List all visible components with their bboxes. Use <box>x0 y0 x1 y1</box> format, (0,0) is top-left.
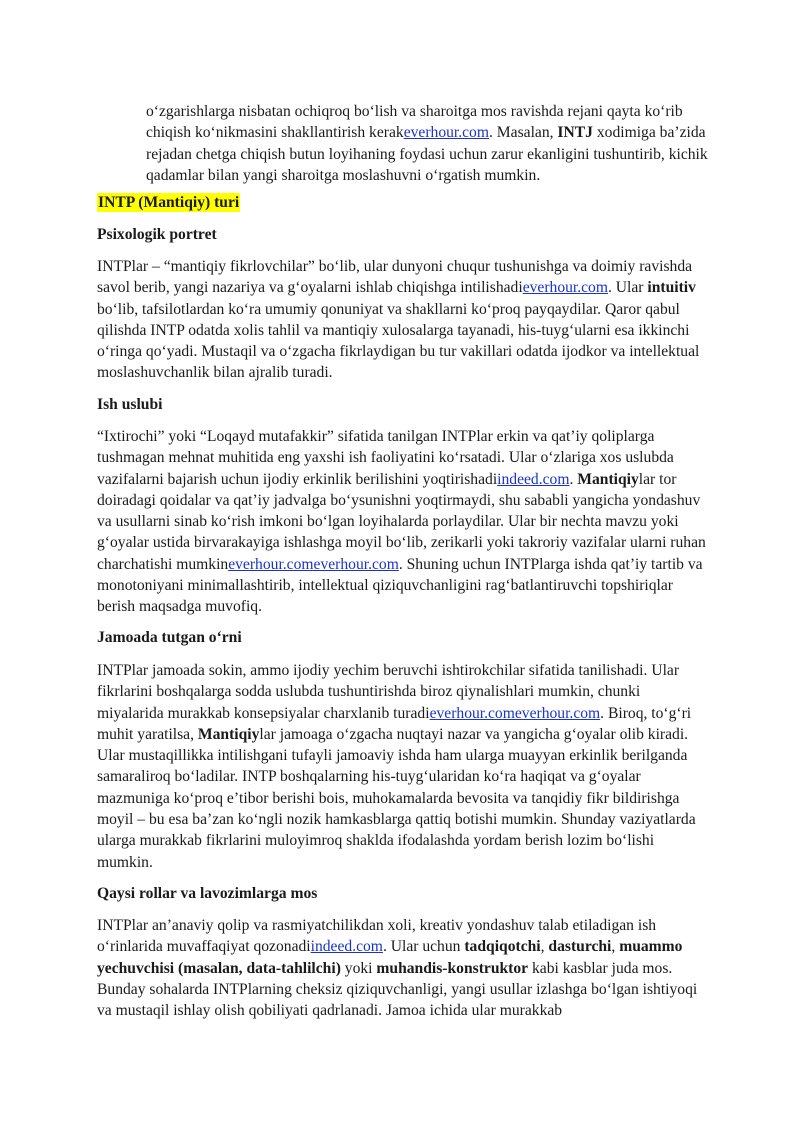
source-link[interactable]: everhour.comeverhour.com <box>429 704 601 722</box>
intro-paragraph <box>146 101 709 186</box>
heading-team: Jamoada tutgan oʻrni <box>97 629 242 646</box>
roles-paragraph <box>97 915 709 1021</box>
source-link[interactable]: everhour.com <box>522 279 608 297</box>
text-run: INTPlar anʼanaviy qolip va rasmiyatchilikdan xoli, kreativ yondashuv talab etiladigan ish oʻrinlarida muvaffaqiyat qozonadi <box>97 917 657 956</box>
portrait-paragraph <box>97 256 709 384</box>
source-link[interactable]: everhour.comeverhour.com <box>228 555 399 573</box>
source-link[interactable]: indeed.com <box>310 938 383 956</box>
text-run: boʻlib, tafsilotlardan koʻra umumiy qonuniyat va shakllarni koʻproq payqaydilar. Qaror qabul qilishda INTP odatda xolis tahlil va mantiqiy xulosalarga tayanadi, his-tuygʻularni esa ikkinchi oʻringa qoʻyadi. Mustaqil va oʻzgacha fikrlaydigan bu tur vakillari odatda ijodkor va intellektual moslashuvchanlik bilan ajralib turadi. <box>97 300 700 382</box>
workstyle-paragraph <box>97 426 709 618</box>
text-run: lar jamoaga oʻzgacha nuqtayi nazar va yangicha gʻoyalar olib kiradi. Ular mustaqillikka intilishgani tufayli jamoaviy ishda ham ularga muayyan erkinlik berilganda samaraliroq boʻladilar. INTP boshqalarning his-tuygʻularidan koʻra haqiqat va gʻoyalar mazmuniga koʻproq eʼtibor berishi bois, muhokamalarda bevosita va tanqidiy fikr bildirishga moyil – bu esa baʼzan koʻngli nozik hamkasblarga qattiq botishi mumkin. Shunday vaziyatlarda ularga murakkab fikrlarini muloyimroq shaklda ifodalashda yordam berish lozim boʻlishi mumkin. <box>97 725 696 871</box>
text-run: . Shuning uchun INTPlarga ishda qatʼiy tartib va monotoniyani minimallashtirib, intellektual qiziquvchanligini ragʻbatlantiruvchi topshiriqlar berish maqsadga muvofiq. <box>97 555 703 616</box>
text-run: INTPlar – “mantiqiy fikrlovchilar” boʻlib, ular dunyoni chuqur tushunishga va doimiy ravishda savol berib, yangi nazariya va gʻoyalarni ishlab chiqishga intilishadi <box>97 258 693 297</box>
bold-term: INTJ <box>557 124 593 142</box>
bold-term: Mantiqiy <box>577 470 639 488</box>
text-run: kabi kasblar juda mos. Bunday sohalarda INTPlarning cheksiz qiziquvchanligi, yangi usullar izlashga boʻlgan ishtiyoqi va mustaqil ishlay olish qobiliyati qadrlanadi. Jamoa ichida ular murakkab <box>97 959 698 1020</box>
text-run: . Biroq, toʻgʻri muhit yaratilsa, <box>97 704 692 743</box>
bold-term: Mantiqiy <box>197 725 260 743</box>
bold-term: intuitiv <box>647 279 696 297</box>
text-run: . <box>569 470 578 488</box>
heading-workstyle: Ish uslubi <box>97 396 163 413</box>
text-run: . Ular <box>608 279 648 297</box>
text-run: , <box>611 938 620 956</box>
text-run: . Ular uchun <box>382 938 465 956</box>
heading-portrait: Psixologik portret <box>97 226 217 243</box>
section-title <box>97 192 240 213</box>
bold-term: muammo yechuvchisi (masalan, data-tahlilchi) <box>97 938 683 977</box>
bold-term: dasturchi <box>548 938 612 956</box>
text-run: , <box>540 938 549 956</box>
highlighted-title: INTP (Mantiqiy) turi <box>98 194 240 211</box>
bold-term: tadqiqotchi <box>464 938 541 956</box>
text-run: INTPlar jamoada sokin, ammo ijodiy yechim beruvchi ishtirokchilar sifatida tanilishadi. Ular fikrlarini boshqalarga sodda uslubda tushuntirishda biroz qiynalishlari mumkin, chunki miyalarida murakkab konsepsiyalar charxlanib turadi <box>97 662 680 722</box>
team-paragraph <box>97 660 709 873</box>
text-run: yoki <box>340 959 377 977</box>
heading-roles: Qaysi rollar va lavozimlarga mos <box>97 885 318 902</box>
text-run: lar tor doiradagi qoidalar va qatʼiy jadvalga boʻysunishni yoqtirmaydi, shu sababli yangicha yondashuv va usullarni sinab koʻrish imkoni boʻlgan loyihalarda porlaydilar. Ular bir nechta mavzu yoki gʻoyalar ustida birvarakayiga ishlashga moyil boʻlib, zerikarli yoki takroriy vazifalar ularni ruhan charchatishi mumkin <box>97 470 706 573</box>
text-run: “Ixtirochi” yoki “Loqayd mutafakkir” sifatida tanilgan INTPlar erkin va qatʼiy qoliplarga tushmagan mehnat muhitida eng yaxshi ish faoliyatini koʻrsatadi. Ular oʻzlariga xos uslubda vazifalarni bajarish uchun ijodiy erkinlik berilishini yoqtirishadi <box>97 428 674 488</box>
text-run: xodimiga baʼzida rejadan chetga chiqish butun loyihaning foydasi uchun zarur ekanligini tushuntirib, kichik qadamlar bilan yangi sharoitga moslashuvni oʻrgatish mumkin. <box>146 124 708 184</box>
source-link[interactable]: indeed.com <box>497 470 570 488</box>
bold-term: muhandis-konstruktor <box>376 959 529 977</box>
text-run: . Masalan, <box>489 124 558 142</box>
text-run: oʻzgarishlarga nisbatan ochiqroq boʻlish va sharoitga mos ravishda rejani qayta koʻrib chiqish koʻnikmasini shakllantirish kerak <box>146 103 683 142</box>
source-link[interactable]: everhour.com <box>403 124 489 142</box>
